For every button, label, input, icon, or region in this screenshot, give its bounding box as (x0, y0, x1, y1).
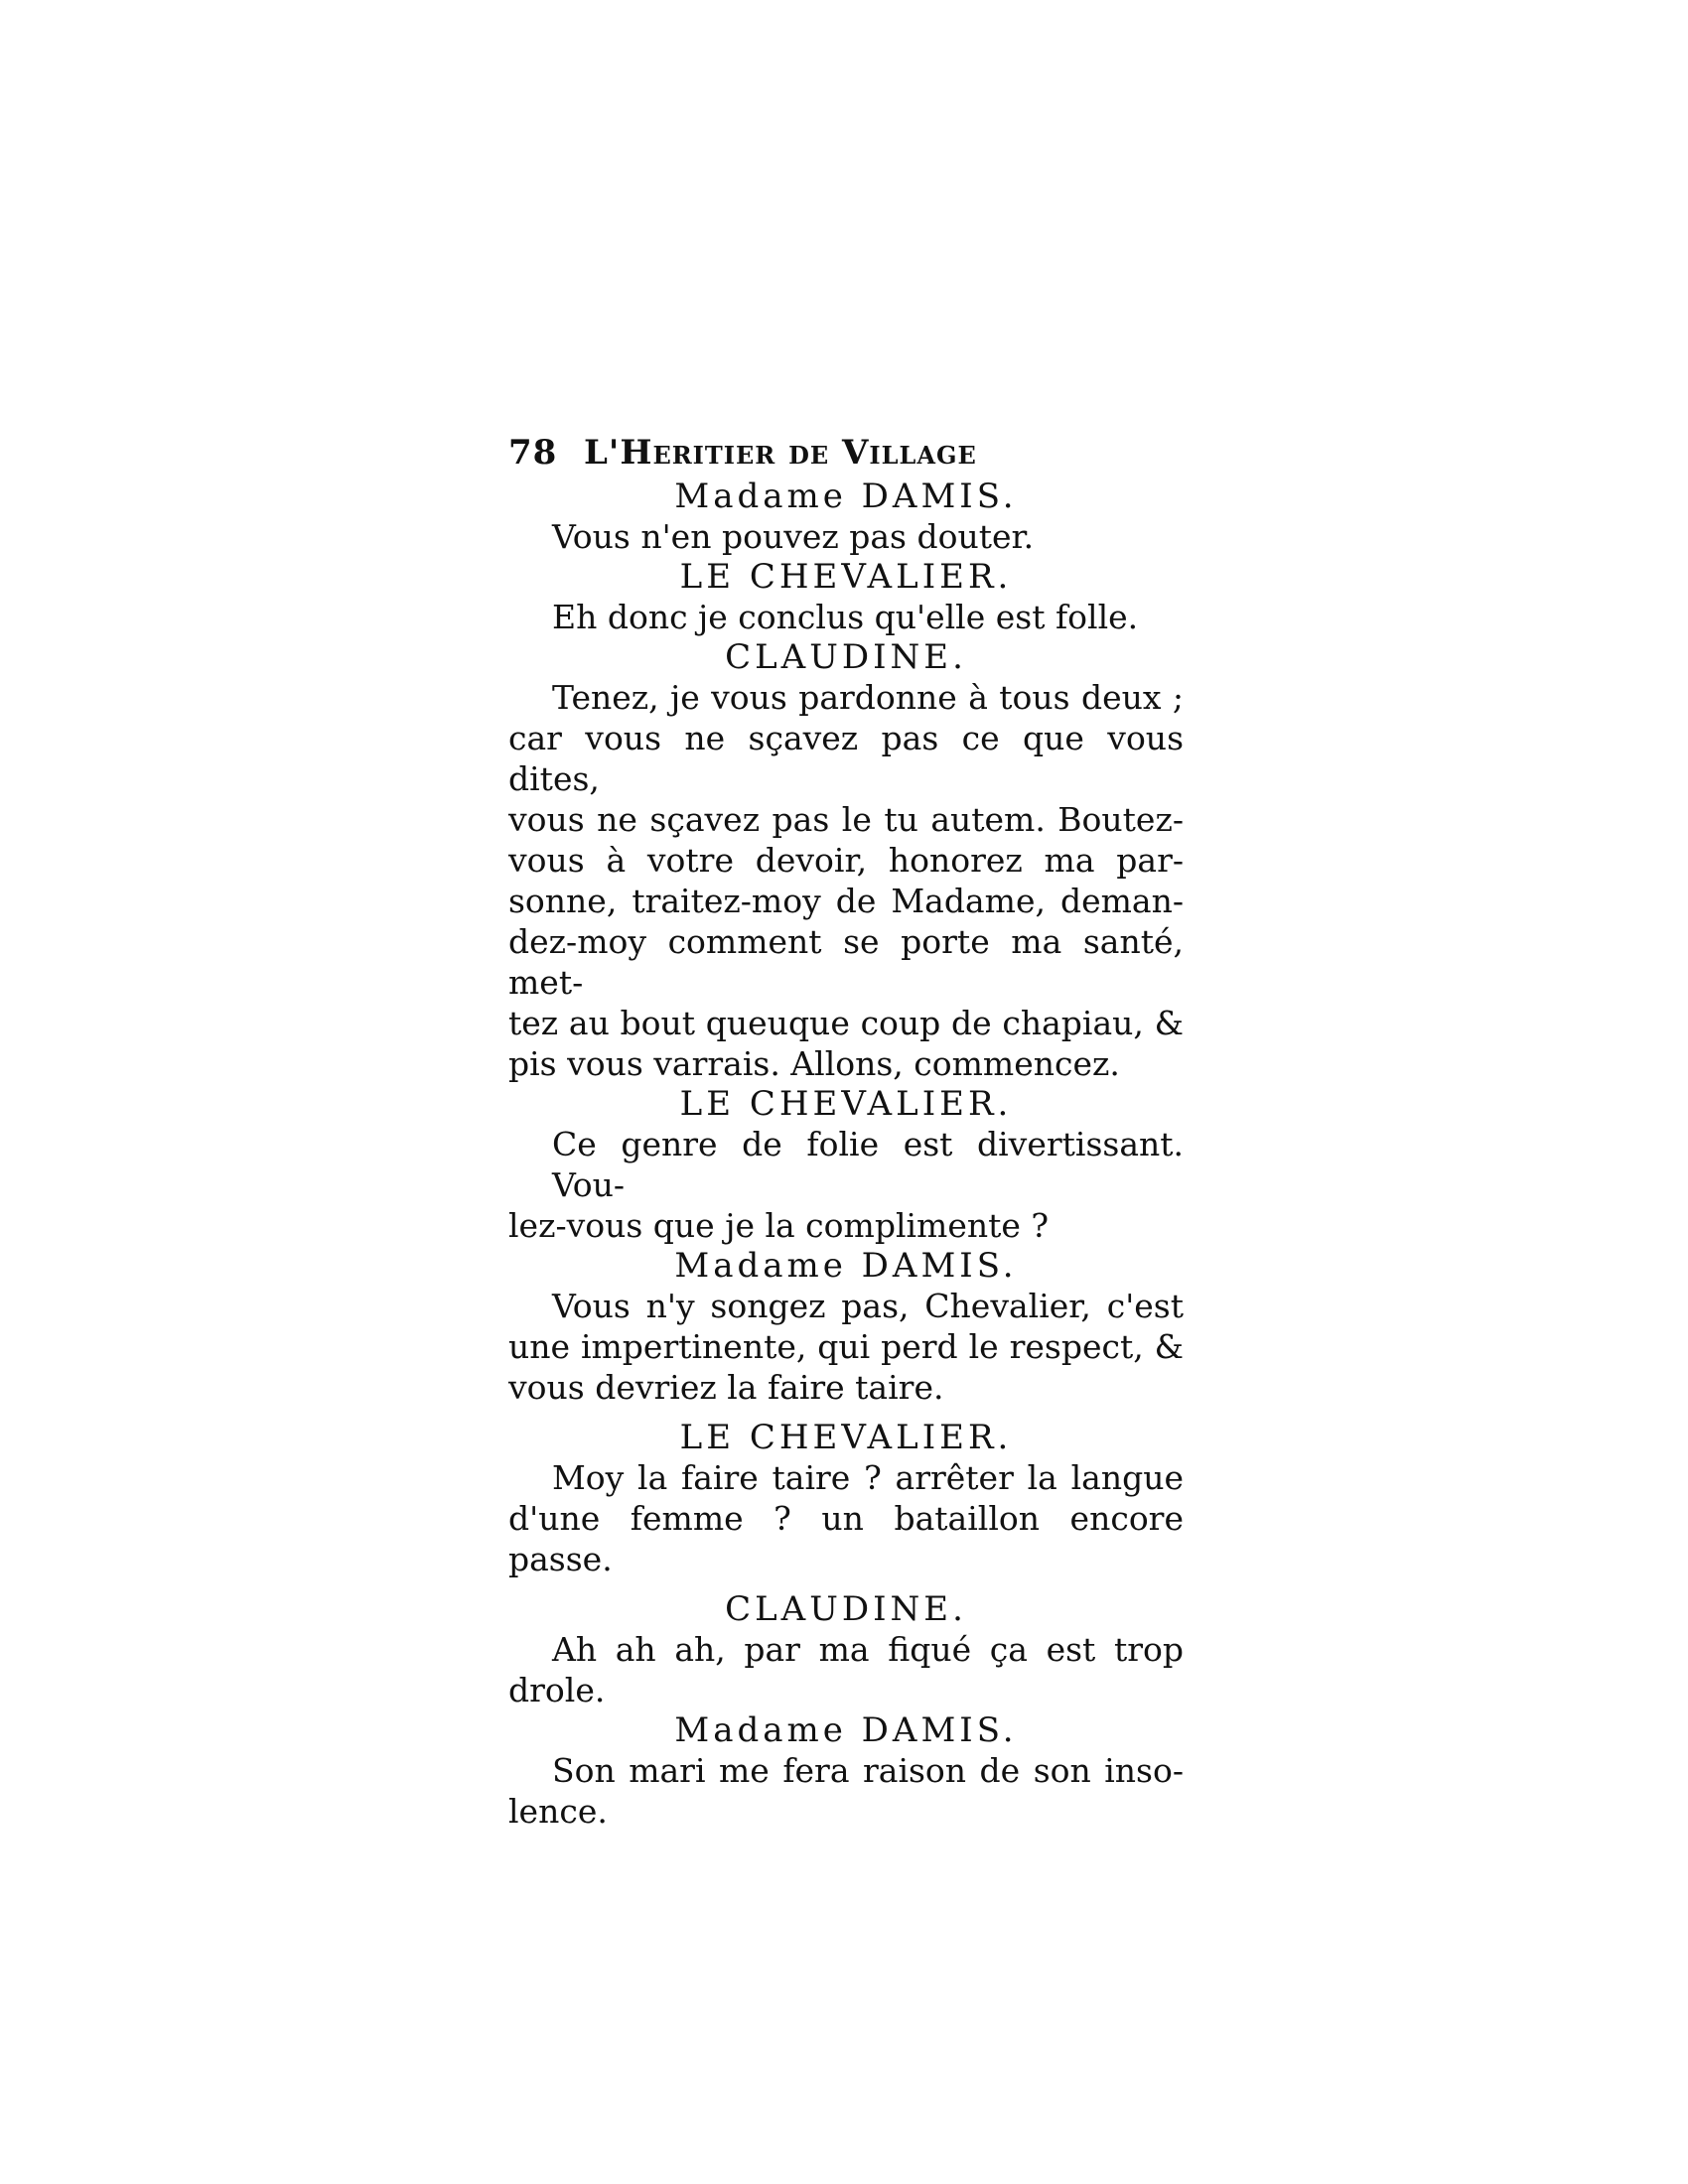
speech (508, 1124, 1184, 1246)
speaker-name: LE CHEVALIER. (679, 1084, 1013, 1124)
speech-line: Eh donc je conclus qu'elle est folle. (552, 598, 1139, 636)
speech (508, 516, 1184, 557)
speaker-name: LE CHEVALIER. (679, 557, 1013, 597)
speaker-name: LE CHEVALIER. (679, 1418, 1013, 1457)
speech-line: Ce genre de folie est divertissant. Vou- (552, 1125, 1184, 1204)
speech-line: d'une femme ? un bataillon encore passe. (508, 1499, 1184, 1578)
speech-line: pis vous varrais. Allons, commencez. (508, 1044, 1120, 1083)
speech-line: vous à votre devoir, honorez ma par- (508, 841, 1184, 880)
speech-line: Tenez, je vous pardonne à tous deux ; (552, 678, 1184, 717)
speech (508, 597, 1184, 637)
speech-line: drole. (508, 1671, 606, 1709)
text-column (508, 433, 1184, 1832)
speech-line: dez-moy comment se porte ma santé, met- (508, 922, 1184, 1002)
running-head (508, 433, 1184, 477)
speech (508, 1629, 1184, 1710)
speech-line: Vous n'en pouvez pas douter. (552, 517, 1035, 556)
speech-line: sonne, traitez-moy de Madame, deman- (508, 882, 1184, 920)
speech-line: une impertinente, qui perd le respect, & (508, 1327, 1184, 1366)
speech-line: Ah ah ah, par ma fiqué ça est trop (552, 1630, 1184, 1669)
page-number: 78 (508, 433, 558, 473)
speech-line: Son mari me fera raison de son inso- (552, 1751, 1184, 1790)
speech-line: Moy la faire taire ? arrêter la langue (552, 1458, 1184, 1497)
speech-line: car vous ne sçavez pas ce que vous dites, (508, 719, 1184, 798)
speaker-name: CLAUDINE. (725, 1589, 967, 1629)
speech-line: Vous n'y songez pas, Chevalier, c'est (552, 1287, 1184, 1325)
speech-line: tez au bout queuque coup de chapiau, & (508, 1004, 1184, 1042)
speech-line: lez-vous que je la complimente ? (508, 1206, 1050, 1245)
speaker-name: Madame DAMIS. (674, 477, 1018, 516)
speech-line: lence. (508, 1792, 608, 1831)
speaker-name: Madame DAMIS. (674, 1710, 1018, 1750)
speech-line: vous devriez la faire taire. (508, 1368, 944, 1407)
running-title: L'Heritier de Village (584, 433, 977, 473)
speech (508, 677, 1184, 1084)
speaker-name: Madame DAMIS. (674, 1246, 1018, 1286)
speech (508, 1750, 1184, 1832)
speech-line: vous ne sçavez pas le tu autem. Boutez- (508, 800, 1184, 839)
speech (508, 1286, 1184, 1408)
speech (508, 1457, 1184, 1579)
speaker-name: CLAUDINE. (725, 637, 967, 677)
